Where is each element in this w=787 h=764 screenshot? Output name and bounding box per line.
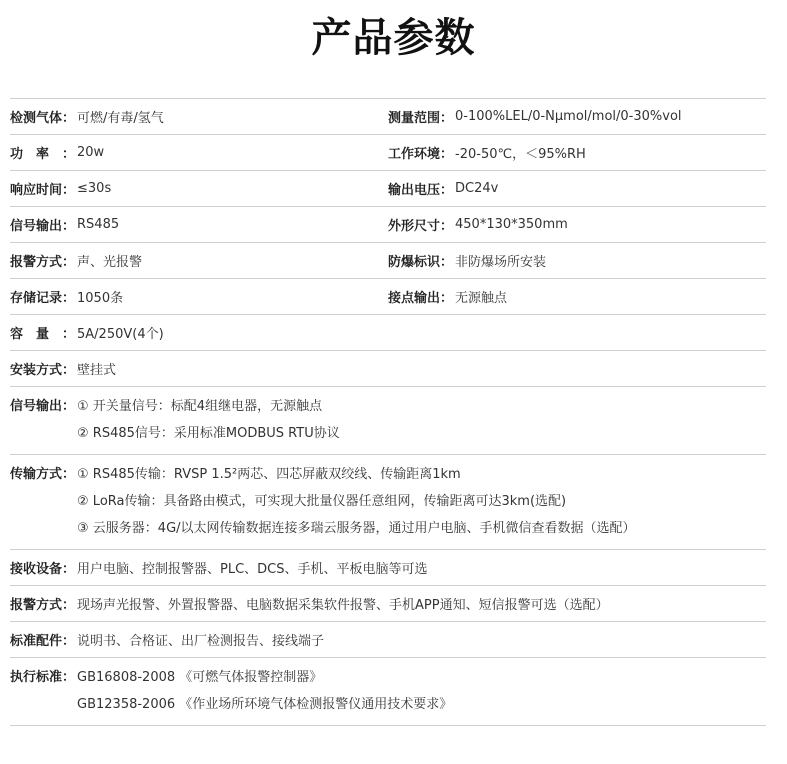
spec-row [10, 206, 766, 242]
spec-line: ② RS485信号：采用标准MODBUS RTU协议 [77, 426, 340, 441]
spec-line: ③ 云服务器：4G/以太网传输数据连接多瑞云服务器，通过用户电脑、手机微信查看数据（选配） [77, 521, 636, 536]
spec-label: 传输方式： [10, 467, 76, 482]
spec-row [10, 278, 766, 314]
spec-label: 接点输出： [388, 291, 454, 306]
spec-label: 存储记录： [10, 291, 76, 306]
spec-line: GB12358-2006 《作业场所环境气体检测报警仪通用技术要求》 [77, 697, 453, 712]
spec-value: 壁挂式 [77, 363, 117, 378]
spec-row-transmission [10, 454, 766, 549]
spec-row [10, 314, 766, 350]
spec-label: 执行标准： [10, 670, 76, 685]
spec-label: 功 率 ： [10, 147, 76, 162]
spec-label: 信号输出： [10, 399, 76, 414]
spec-label: 信号输出： [10, 219, 76, 234]
spec-line: ① RS485传输：RVSP 1.5²两芯、四芯屏蔽双绞线、传输距离1km [77, 467, 461, 482]
spec-row [10, 134, 766, 170]
spec-value: ≤30s [77, 181, 112, 196]
spec-row [10, 170, 766, 206]
spec-value: 可燃/有毒/氢气 [77, 111, 164, 126]
spec-label: 检测气体： [10, 111, 76, 126]
spec-label: 安装方式： [10, 363, 76, 378]
spec-label: 工作环境： [388, 147, 454, 162]
spec-value: -20-50℃，＜95%RH [455, 147, 586, 162]
spec-label: 外形尺寸： [388, 219, 454, 234]
spec-value: 声、光报警 [77, 255, 143, 270]
spec-value: 5A/250V(4个) [77, 327, 164, 342]
spec-value: 20w [77, 145, 105, 160]
spec-row [10, 549, 766, 585]
spec-label: 响应时间： [10, 183, 76, 198]
spec-line: ① 开关量信号：标配4组继电器，无源触点 [77, 399, 323, 414]
spec-value: 用户电脑、控制报警器、PLC、DCS、手机、平板电脑等可选 [77, 562, 428, 577]
spec-row [10, 98, 766, 134]
spec-row [10, 242, 766, 278]
spec-row [10, 350, 766, 386]
spec-value: DC24v [455, 181, 499, 196]
spec-label: 输出电压： [388, 183, 454, 198]
spec-value: 0-100%LEL/0-Nμmol/mol/0-30%vol [455, 109, 682, 124]
spec-value: RS485 [77, 217, 120, 232]
spec-value: 1050条 [77, 291, 124, 306]
spec-row [10, 585, 766, 621]
spec-label: 容 量 ： [10, 327, 76, 342]
spec-line: GB16808-2008 《可燃气体报警控制器》 [77, 670, 323, 685]
spec-value: 450*130*350mm [455, 217, 568, 232]
spec-label: 测量范围： [388, 111, 454, 126]
spec-label: 标准配件： [10, 634, 76, 649]
spec-table [10, 98, 766, 726]
page-title: 产品参数 [311, 15, 476, 61]
spec-label: 报警方式： [10, 255, 76, 270]
spec-value: 无源触点 [455, 291, 508, 306]
spec-value: 非防爆场所安装 [455, 255, 547, 270]
spec-label: 报警方式： [10, 598, 76, 613]
spec-value: 现场声光报警、外置报警器、电脑数据采集软件报警、手机APP通知、短信报警可选（选配） [77, 598, 609, 613]
spec-label: 防爆标识： [388, 255, 454, 270]
spec-value: 说明书、合格证、出厂检测报告、接线端子 [77, 634, 325, 649]
spec-label: 接收设备： [10, 562, 76, 577]
spec-row [10, 621, 766, 657]
spec-row-standards [10, 657, 766, 726]
spec-row-signal-output [10, 386, 766, 454]
spec-line: ② LoRa传输：具备路由模式，可实现大批量仪器任意组网，传输距离可达3km(选配) [77, 494, 567, 509]
